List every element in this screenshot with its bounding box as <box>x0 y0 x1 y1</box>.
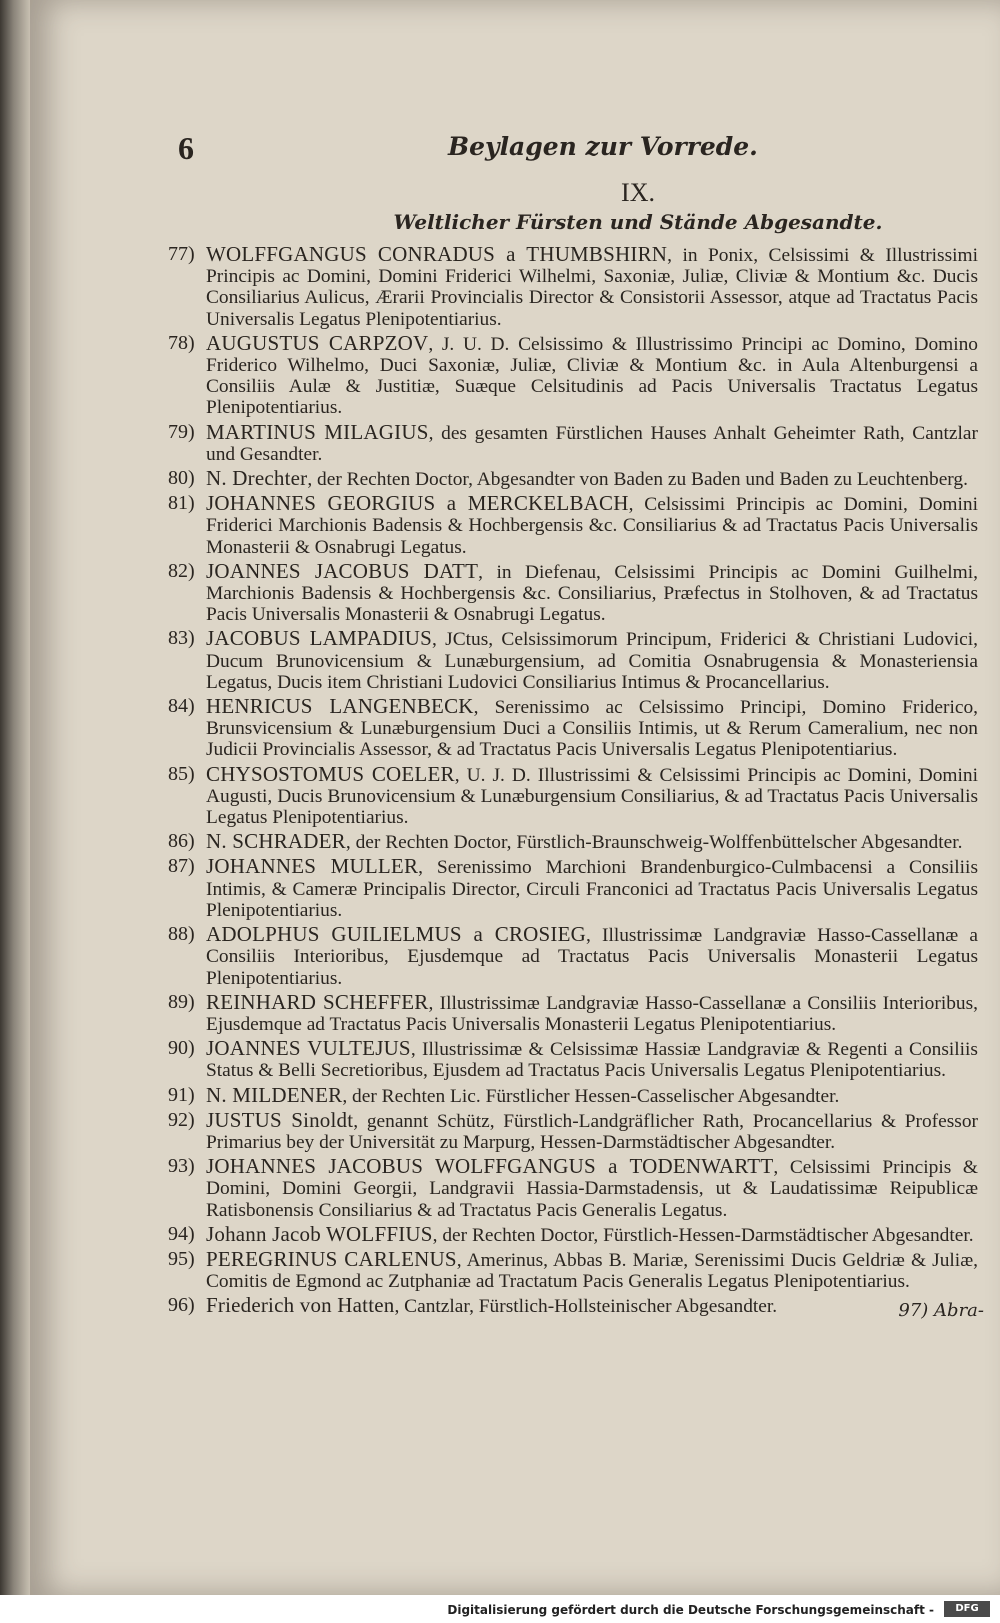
entry-number: 94) <box>168 1222 195 1245</box>
entry-number: 87) <box>168 855 195 878</box>
entry-number: 80) <box>168 467 195 490</box>
list-item <box>168 1293 978 1318</box>
entry-text: , Serenissimo Marchioni Brandenburgico-Culmbacensi a Consiliis Intimis, & Cameræ Principalis Director, Circuli Franconici ad Tractatus Pacis Universalis Legatus Plenipotentiarius. <box>206 857 978 921</box>
entry-number: 95) <box>168 1247 195 1270</box>
entry-number: 89) <box>168 990 195 1013</box>
running-header <box>178 130 978 178</box>
page-number: 6 <box>178 130 194 166</box>
entry-text: , Illustrissimæ Landgraviæ Hasso-Cassellanæ a Consiliis Interioribus, Ejusdemque ad Tractatus Pacis Universalis Monasterii Legatus Plenipotentiarius. <box>206 925 978 989</box>
list-item <box>168 854 978 921</box>
list-item <box>168 1036 978 1082</box>
list-item <box>168 466 978 491</box>
entry-name: WOLFFGANGUS CONRADUS a THUMBSHIRN <box>206 242 668 266</box>
entry-name: JOANNES VULTEJUS <box>206 1036 411 1061</box>
entry-number: 85) <box>168 762 195 785</box>
entry-text: , U. J. D. Illustrissimi & Celsissimi Principis ac Domini, Domini Augusti, Ducis Brunovicensium & Lunæburgensium Consiliarius, & ad Tractatus Pacis Universalis Legatus Plenipotentiarius. <box>206 764 978 829</box>
entry-number: 77) <box>168 243 195 265</box>
entry-number: 78) <box>168 331 195 354</box>
entry-name: N. MILDENER <box>206 1082 343 1107</box>
list-item <box>168 491 978 558</box>
list-item <box>168 1246 978 1293</box>
entry-number: 79) <box>168 420 195 443</box>
entry-number: 82) <box>168 559 195 582</box>
entry-name: HENRICUS LANGENBECK <box>206 694 474 719</box>
entry-text: , Celsissimi Principis & Domini, Domini Georgii, Landgravii Hassia-Darmstadensis, ut & Laudatissimæ Reipublicæ Ratisbonensis Consiliarius & ad Tractatus Pacis Generalis Legatus. <box>206 1157 978 1221</box>
entry-name: CHYSOSTOMUS COELER <box>206 761 455 786</box>
section-number: IX. <box>621 178 655 207</box>
list-item <box>168 694 979 761</box>
entry-list <box>168 242 979 1318</box>
scanned-page <box>30 0 1000 1595</box>
list-item <box>168 1221 978 1246</box>
entry-text: , der Rechten Doctor, Abgesandter von Baden zu Baden und Baden zu Leuchtenberg. <box>307 469 968 491</box>
dfg-logo: DFG <box>944 1601 990 1617</box>
entry-number: 81) <box>168 492 195 515</box>
list-item <box>168 1154 978 1221</box>
list-item <box>168 761 978 829</box>
entry-text: , der Rechten Lic. Fürstlicher Hessen-Casselischer Abgesandter. <box>342 1085 840 1107</box>
entry-text: , genannt Schütz, Fürstlich-Landgräflicher Rath, Procancellarius & Professor Primarius bey der Universität zu Marpurg, Hessen-Darmstädtischer Abgesandter. <box>206 1110 978 1153</box>
list-item <box>168 330 979 419</box>
entry-text: , der Rechten Doctor, Fürstlich-Braunschweig-Wolffenbüttelscher Abgesandter. <box>345 832 963 854</box>
book-spine-edge <box>0 0 34 1623</box>
entry-text: , Amerinus, Abbas B. Mariæ, Serenissimi Ducis Geldriæ & Juliæ, Comitis de Egmond ac Zutphaniæ ad Tractatum Pacis Generalis Legatus Plenipotentiarius. <box>206 1249 978 1293</box>
entry-name: PEREGRINUS CARLENUS <box>206 1246 457 1271</box>
digitization-footer <box>0 1595 1000 1623</box>
entry-name: JOANNES JACOBUS DATT <box>206 558 479 583</box>
footer-credit: Digitalisierung gefördert durch die Deutsche Forschungsgemeinschaft - <box>447 1603 934 1617</box>
entry-name: Johann Jacob WOLFFIUS <box>206 1221 433 1246</box>
entry-text: , Cantzlar, Fürstlich-Hollsteinischer Abgesandter. <box>394 1296 778 1318</box>
list-item <box>168 626 979 693</box>
entry-name: JACOBUS LAMPADIUS <box>206 626 433 651</box>
entry-name: N. Drechter <box>206 466 308 491</box>
list-item <box>168 989 978 1035</box>
list-item <box>168 419 978 465</box>
list-item <box>168 242 978 330</box>
entry-number: 83) <box>168 627 195 650</box>
entry-text: , in Ponix, Celsissimi & Illustrissimi Principis ac Domini, Domini Friderici Wilhelmi, Saxoniæ, Juliæ, Cliviæ & Montium &c. Ducis Consiliarius Aulicus, Ærarii Provincialis Director & Consistorii Assessor, atque ad Tractatus Pacis Universalis Legatus Plenipotentiarius. <box>206 245 978 330</box>
entry-number: 84) <box>168 695 195 718</box>
list-item <box>168 1082 978 1107</box>
running-title: Beylagen zur Vorrede. <box>448 132 758 161</box>
entry-text: , Illustrissimæ Landgraviæ Hasso-Cassellanæ a Consiliis Interioribus, Ejusdemque ad Tractatus Pacis Universalis Monasterii Legatus Plenipotentiarius. <box>206 992 978 1035</box>
entry-number: 96) <box>168 1294 195 1317</box>
entry-name: Friederich von Hatten <box>206 1293 395 1318</box>
entry-name: JOHANNES MULLER <box>206 854 419 879</box>
catchword: 97) Abra- <box>898 1300 984 1321</box>
entry-name: REINHARD SCHEFFER <box>206 989 429 1014</box>
entry-text: , J. U. D. Celsissimo & Illustrissimo Principi ac Domino, Domino Friderico Wilhelmo, Duci Saxoniæ, Juliæ, Cliviæ & Montium &c. in Aula Altenburgensi a Consiliis Aulæ & Justitiæ, Suæque Celsitudinis ad Pacis Universalis Tractatus Legatus Plenipotentiarius. <box>206 333 979 419</box>
entry-name: MARTINUS MILAGIUS <box>206 419 429 444</box>
page-text-block <box>168 130 979 1321</box>
entry-name: ADOLPHUS GUILIELMUS a CROSIEG <box>206 922 586 947</box>
entry-name: AUGUSTUS CARPZOV <box>206 330 429 355</box>
entry-name: JOHANNES JACOBUS WOLFFGANGUS a TODENWARTT <box>206 1154 774 1179</box>
entry-text: , JCtus, Celsissimorum Principum, Friderici & Christiani Ludovici, Ducum Brunovicensium & Lunæburgensium, ad Comitia Osnabrugensia & Monasteriensia Legatus, Ducis item Christiani Ludovici Consiliarius Intimus & Procancellarius. <box>206 629 979 693</box>
entry-text: , Celsissimi Principis ac Domini, Domini Friderici Marchionis Badensis & Hochbergensis &c. Consiliarius & ad Tractatus Pacis Universalis Monasterii & Osnabrugi Legatus. <box>206 494 978 558</box>
list-item <box>168 558 978 626</box>
entry-text: , des gesamten Fürstlichen Hauses Anhalt Geheimter Rath, Cantzlar und Gesandter. <box>206 422 978 465</box>
entry-text: , Serenissimo ac Celsissimo Principi, Domino Friderico, Brunsvicensium & Lunæburgensium Duci a Consiliis Intimis, ut & Rerum Cameralium, nec non Judicii Provincialis Assessor, & ad Tractatus Pacis Universalis Legatus Plenipotentiarius. <box>206 697 979 761</box>
entry-number: 91) <box>168 1083 195 1106</box>
list-item <box>168 1107 978 1153</box>
entry-number: 90) <box>168 1037 195 1060</box>
entry-number: 92) <box>168 1108 195 1131</box>
entry-number: 86) <box>168 830 195 853</box>
entry-number: 93) <box>168 1155 195 1178</box>
entry-name: N. SCHRADER <box>206 829 346 854</box>
entry-text: , der Rechten Doctor, Fürstlich-Hessen-Darmstädtischer Abgesandter. <box>432 1224 974 1246</box>
section-title: Weltlicher Fürsten und Stände Abgesandte. <box>393 210 883 234</box>
entry-text: , in Diefenau, Celsissimi Principis ac Domini Guilhelmi, Marchionis Badensis & Hochbergensis &c. Consiliarius, Præfectus in Stolhoven, & ad Tractatus Pacis Universalis Monasterii & Osnabrugi Legatus. <box>206 561 978 626</box>
entry-name: JUSTUS Sinoldt <box>206 1107 354 1132</box>
entry-name: JOHANNES GEORGIUS a MERCKELBACH <box>206 491 629 516</box>
list-item <box>168 829 978 854</box>
list-item <box>168 922 978 989</box>
entry-number: 88) <box>168 923 195 946</box>
entry-text: , Illustrissimæ & Celsissimæ Hassiæ Landgraviæ & Regenti a Consiliis Status & Belli Secretioribus, Ejusdem ad Tractatus Pacis Universalis Legatus Plenipotentiarius. <box>206 1039 978 1082</box>
